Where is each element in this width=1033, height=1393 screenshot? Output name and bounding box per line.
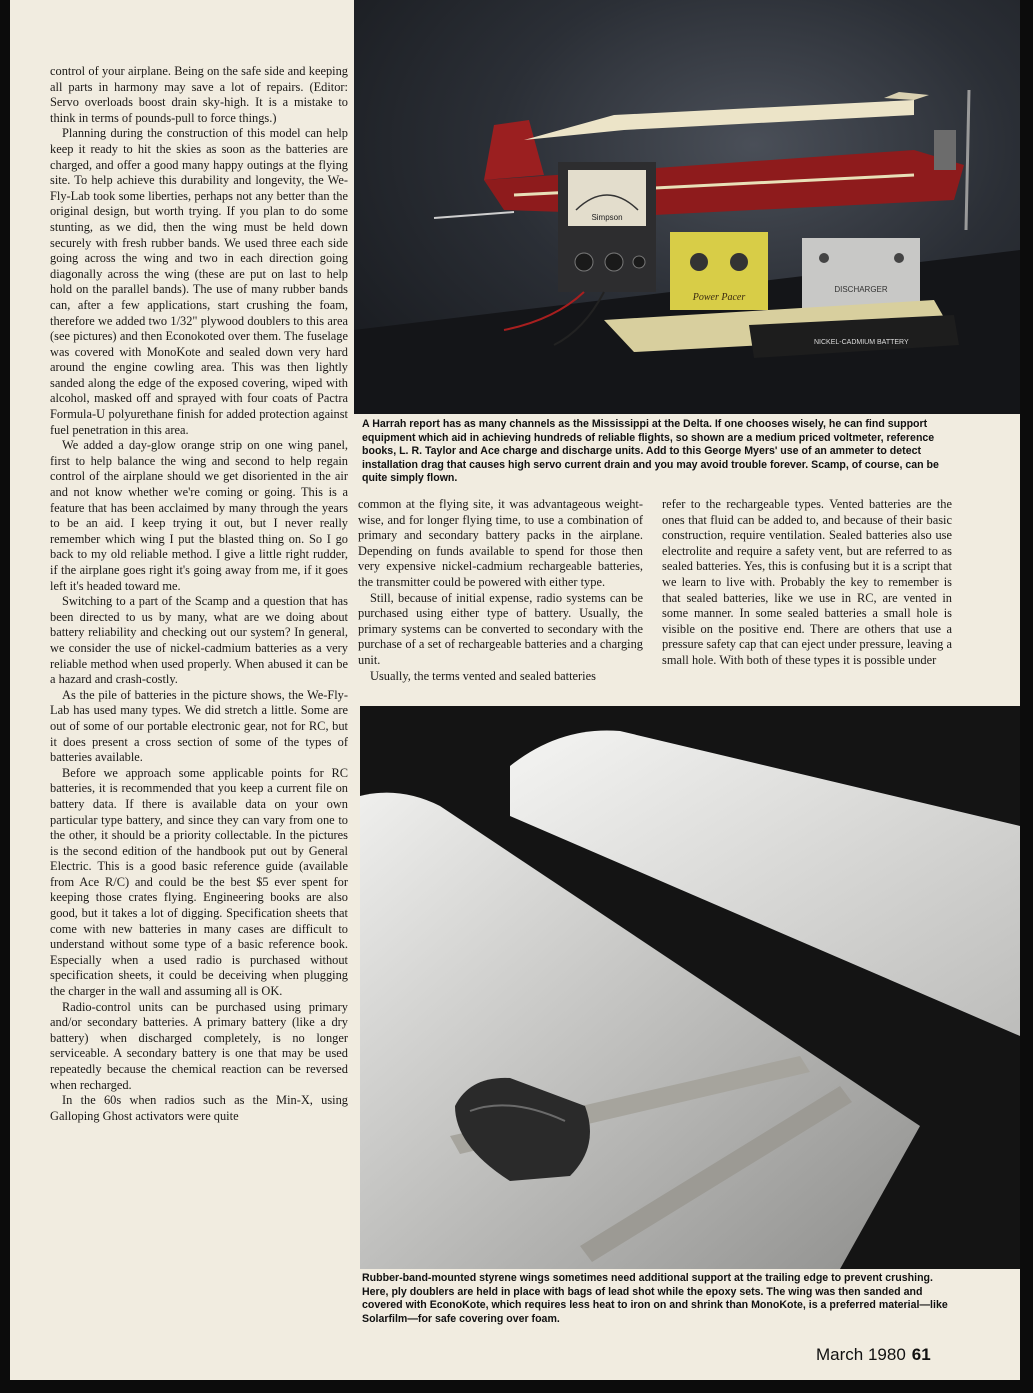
wing-illustration: [360, 706, 1020, 1269]
discharger-label: DISCHARGER: [834, 285, 888, 294]
paragraph: Planning during the construction of this model can help keep it ready to hit the skies as soon as the batteries are charged, and offer a good many happy outings at the flying site. To help achieve this durability and longevity, the We-Fly-Lab took some liberties, perhaps not any better than the original design, but worth trying. If you plan to do some stunting, as we did, then the wing must be held down securely with fresh rubber bands. We used three each side going across the wing and two in each direction going diagonally across the wing (these are put on last to help hold on the parallel bands). The use of many rubber bands can, after a few applications, start crushing the foam, therefore we added two 1/32" plywood doublers to this area (see pictures) and then Econokoted over them. The fuselage was covered with MonoKote and sealed down very hard around the engine cowling area. This was then lightly sanded along the edge of the exposed covering, wiped with alcohol, masked off and sprayed with four coats of Pactra Formula-U polyurethane finish for added protection against fuel penetration in this area.: [50, 126, 348, 437]
paragraph: In the 60s when radios such as the Min-X, using Galloping Ghost activators were quite: [50, 1093, 348, 1123]
paragraph: Before we approach some applicable points for RC batteries, it is recommended that you keep a current file on battery data. If there is available data on your own particular type battery, and since they can vary from one to the other, it should be a priority collectable. In the pictures is the second edition of the handbook put out by General Electric. This is a good basic reference guide (available from Ace R/C) and could be the best $5 ever spent for keeping those crates flying. Engineering books are also good, but it takes a lot of digging. Specification sheets that come with new batteries in many cases are difficult to understand without some type of a basic reference book. Especially when a used radio is purchased without specification sheets, it could be deceiving when plugging the charger in the wall and assuming all is OK.: [50, 765, 348, 999]
paragraph: Switching to a part of the Scamp and a question that has been directed to us by many, what are we doing about battery reliability and checking out our system? In general, we consider the use of nickel-cadmium batteries as a very reliable method when used properly. When abused it can be a hazard and crash-costly.: [50, 594, 348, 687]
photo-caption-top: A Harrah report has as many channels as the Mississippi at the Delta. If one chooses wisely, he can find support equipment which aid in achieving hundreds of reliable flights, so shown are a medium priced voltmeter, reference books, L. R. Taylor and Ace charge and discharge units. Add to this George Myers' use of an ammeter to detect installation drag that causes high servo current drain and you may avoid trouble forever. Scamp, of course, can be quite simply flown.: [362, 418, 939, 485]
paragraph: As the pile of batteries in the picture shows, the We-Fly-Lab has used many types. We did stretch a little. Some are out of some of our portable electronic gear, not for RC, but it does present a cross section of some of the types of batteries available.: [50, 687, 348, 765]
page-footer: [816, 1345, 931, 1365]
paragraph: control of your airplane. Being on the safe side and keeping all parts in harmony may save a lot of repairs. (Editor: Servo overloads boost drain sky-high. It is a mistake to think in terms of pounds-pull to force things.): [50, 64, 348, 125]
paragraph: refer to the rechargeable types. Vented batteries are the ones that fluid can be added to, and because of their basic construction, require ventilation. Sealed batteries also use electrolite and require a safety vent, but are referred to as sealed batteries. Yes, this is confusing but it is a script that we learn to live with. Probably the key to remember is that sealed batteries, like we use in RC, are vented in some manner. In some sealed batteries a small hole is visible on the positive end. There are others that use a pressure safety cap that can eject under pressure, leaving a small hole. With both of these types it is possible under: [662, 497, 952, 667]
airplane-equipment-illustration: [354, 0, 1020, 414]
issue-date: March 1980: [816, 1345, 906, 1364]
paragraph: Still, because of initial expense, radio systems can be purchased using either type of battery. Usually, the primary systems can be converted to secondary with the purchase of a set of rechargeable batteries and a charging unit.: [358, 590, 643, 667]
article-column-left: [50, 64, 348, 1124]
book-label: NICKEL-CADMIUM BATTERY: [814, 339, 909, 346]
paragraph: Usually, the terms vented and sealed batteries: [370, 668, 596, 683]
paragraph: Radio-control units can be purchased using primary and/or secondary batteries. A primary battery (like a dry battery) when discharged completely, is no longer serviceable. A secondary battery is one that may be used repeatedly because the chemical reaction can be reversed when recharged.: [50, 999, 348, 1092]
article-column-middle: [358, 497, 643, 684]
meter-brand-label: Simpson: [591, 213, 623, 222]
charger-label: Power Pacer: [692, 292, 746, 303]
page-number: 61: [911, 1345, 931, 1364]
photo-airplane-and-test-equipment: [354, 0, 1020, 414]
photo-caption-bottom: Rubber-band-mounted styrene wings sometimes need additional support at the trailing edge to prevent crushing. Here, ply doublers are held in place with bags of lead shot while the epoxy sets. The wing was then sanded and covered with EconoKote, which requires less heat to iron on and shrink than MonoKote, is a preferred material—like Solarfilm—for safe covering over foam.: [362, 1272, 948, 1325]
paragraph: common at the flying site, it was advantageous weight-wise, and for longer flying time, to use a combination of primary and secondary battery packs in the airplane. Depending on funds available to spend for those then very expensive nickel-cadmium rechargeable batteries, the transmitter could be powered with either type.: [358, 497, 643, 589]
article-column-right: [662, 497, 952, 669]
paragraph: We added a day-glow orange strip on one wing panel, first to help balance the wing and second to help regain control of the airplane should we get disoriented in the air and not know whether we're coming or going. This is a feature that has been acclaimed by many through the years to be an aid. I keep trying it out, but I never really remember which wing I put the blasted thing on. So I go back to my old reliable method. I give a little right rudder, if the airplane goes right it's going away from me, if it goes left it's headed toward me.: [50, 438, 348, 593]
magazine-page: [10, 0, 1020, 1380]
photo-wing-doublers: [360, 706, 1020, 1269]
